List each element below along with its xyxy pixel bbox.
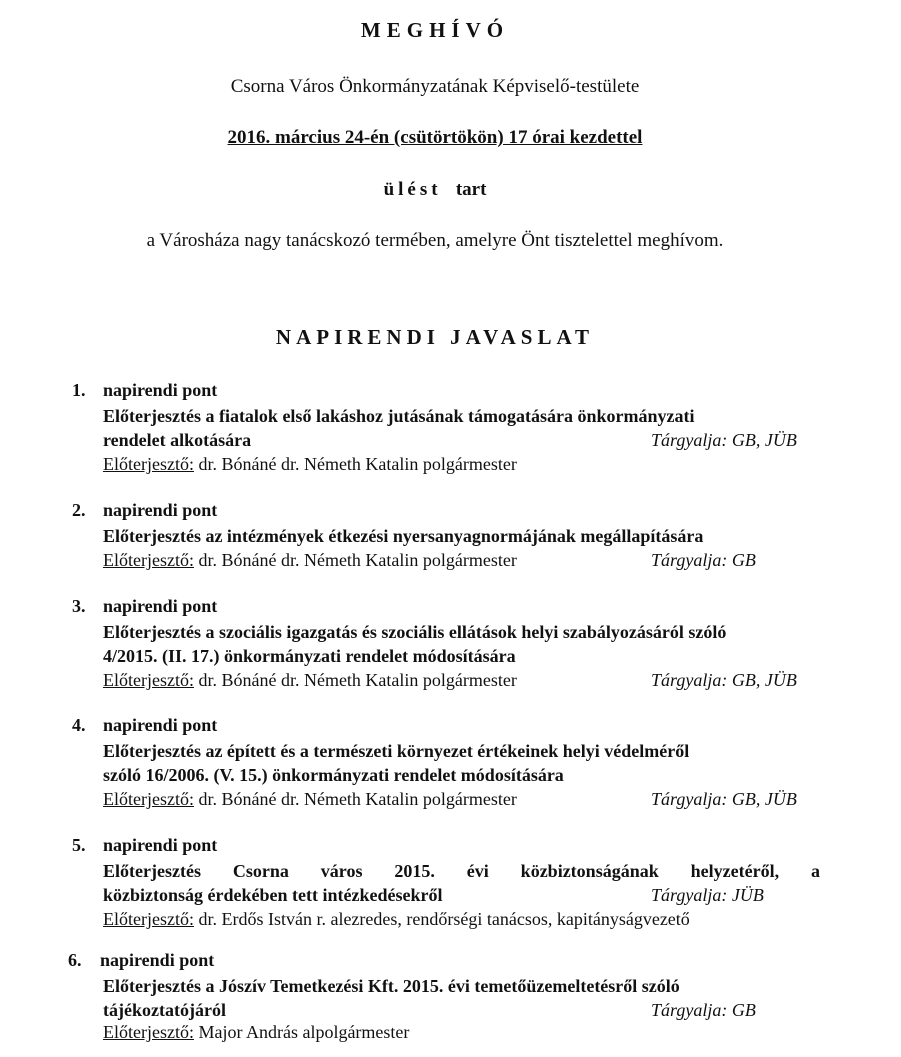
agenda-item-title-line: Előterjesztés a fiatalok első lakáshoz jutásának támogatására önkormányzati xyxy=(103,406,695,426)
agenda-item-title-line: Előterjesztés Csorna város 2015. évi közbiztonságának helyzetéről, a xyxy=(103,861,820,881)
agenda-item-presenter xyxy=(103,452,517,476)
agenda-item-title-line: Előterjesztés az intézmények étkezési nyersanyagnormájának megállapítására xyxy=(103,526,704,546)
agenda-item-topic: Tárgyalja: JÜB xyxy=(651,885,764,905)
agenda-item-number: 6. xyxy=(68,950,82,970)
presenter-label: Előterjesztő: xyxy=(103,1022,194,1042)
agenda-item-title-line: szóló 16/2006. (V. 15.) önkormányzati rendelet módosítására xyxy=(103,765,564,785)
agenda-item-title-line: Előterjesztés a szociális igazgatás és szociális ellátások helyi szabályozásáról szóló xyxy=(103,622,727,642)
presenter-name: dr. Bónáné dr. Németh Katalin polgármester xyxy=(198,670,517,690)
agenda-item-topic: Tárgyalja: GB, JÜB xyxy=(651,670,797,690)
agenda-item-topic: Tárgyalja: GB, JÜB xyxy=(651,789,797,809)
session-verb: tart xyxy=(455,179,487,200)
presenter-label: Előterjesztő: xyxy=(103,550,194,570)
agenda-item-presenter xyxy=(103,787,517,811)
agenda-item-number: 3. xyxy=(72,596,86,616)
presenter-name: dr. Bónáné dr. Németh Katalin polgármester xyxy=(198,789,517,809)
agenda-item-title-line: Előterjesztés az épített és a természeti környezet értékeinek helyi védelméről xyxy=(103,741,690,761)
agenda-item-title-line: Előterjesztés a Jószív Temetkezési Kft. 2015. évi temetőüzemeltetésről szóló xyxy=(103,976,680,996)
agenda-item-heading: napirendi pont xyxy=(103,500,218,520)
agenda-item-presenter xyxy=(103,668,517,692)
agenda-item-heading: napirendi pont xyxy=(100,950,215,970)
agenda-item-presenter xyxy=(103,1020,409,1044)
agenda-item-title-line: 4/2015. (II. 17.) önkormányzati rendelet módosítására xyxy=(103,646,516,666)
agenda-item-heading: napirendi pont xyxy=(103,715,218,735)
agenda-item-topic: Tárgyalja: GB, JÜB xyxy=(651,430,797,450)
presenter-label: Előterjesztő: xyxy=(103,670,194,690)
agenda-title: NAPIRENDI JAVASLAT xyxy=(275,325,595,349)
organization-name: Csorna Város Önkormányzatának Képviselő-testülete xyxy=(230,76,640,97)
agenda-item-title-line: rendelet alkotására xyxy=(103,430,252,450)
meeting-date: 2016. március 24-én (csütörtökön) 17 órai kezdettel xyxy=(227,127,643,148)
agenda-item-heading: napirendi pont xyxy=(103,596,218,616)
session-line xyxy=(0,179,870,201)
presenter-name: dr. Bónáné dr. Németh Katalin polgármester xyxy=(198,550,517,570)
agenda-item-topic: Tárgyalja: GB xyxy=(651,1000,756,1020)
presenter-label: Előterjesztő: xyxy=(103,789,194,809)
agenda-item-presenter xyxy=(103,907,690,931)
agenda-item-heading: napirendi pont xyxy=(103,380,218,400)
presenter-label: Előterjesztő: xyxy=(103,909,194,929)
presenter-name: dr. Bónáné dr. Németh Katalin polgármester xyxy=(198,454,517,474)
document-title: MEGHÍVÓ xyxy=(360,18,510,42)
agenda-item-heading: napirendi pont xyxy=(103,835,218,855)
agenda-item-number: 4. xyxy=(72,715,86,735)
presenter-name: dr. Erdős István r. alezredes, rendőrségi tanácsos, kapitányságvezető xyxy=(198,909,690,929)
agenda-item-topic: Tárgyalja: GB xyxy=(651,550,756,570)
agenda-item-number: 2. xyxy=(72,500,86,520)
agenda-item-number: 5. xyxy=(72,835,86,855)
presenter-name: Major András alpolgármester xyxy=(198,1022,410,1042)
meeting-location: a Városháza nagy tanácskozó termében, amelyre Önt tisztelettel meghívom. xyxy=(146,230,724,251)
session-word: ülést xyxy=(383,179,442,200)
agenda-item-title-line: közbiztonság érdekében tett intézkedésekről xyxy=(103,885,443,905)
agenda-item-presenter xyxy=(103,548,517,572)
agenda-item-title-line: tájékoztatójáról xyxy=(103,1000,226,1020)
presenter-label: Előterjesztő: xyxy=(103,454,194,474)
agenda-item-number: 1. xyxy=(72,380,86,400)
